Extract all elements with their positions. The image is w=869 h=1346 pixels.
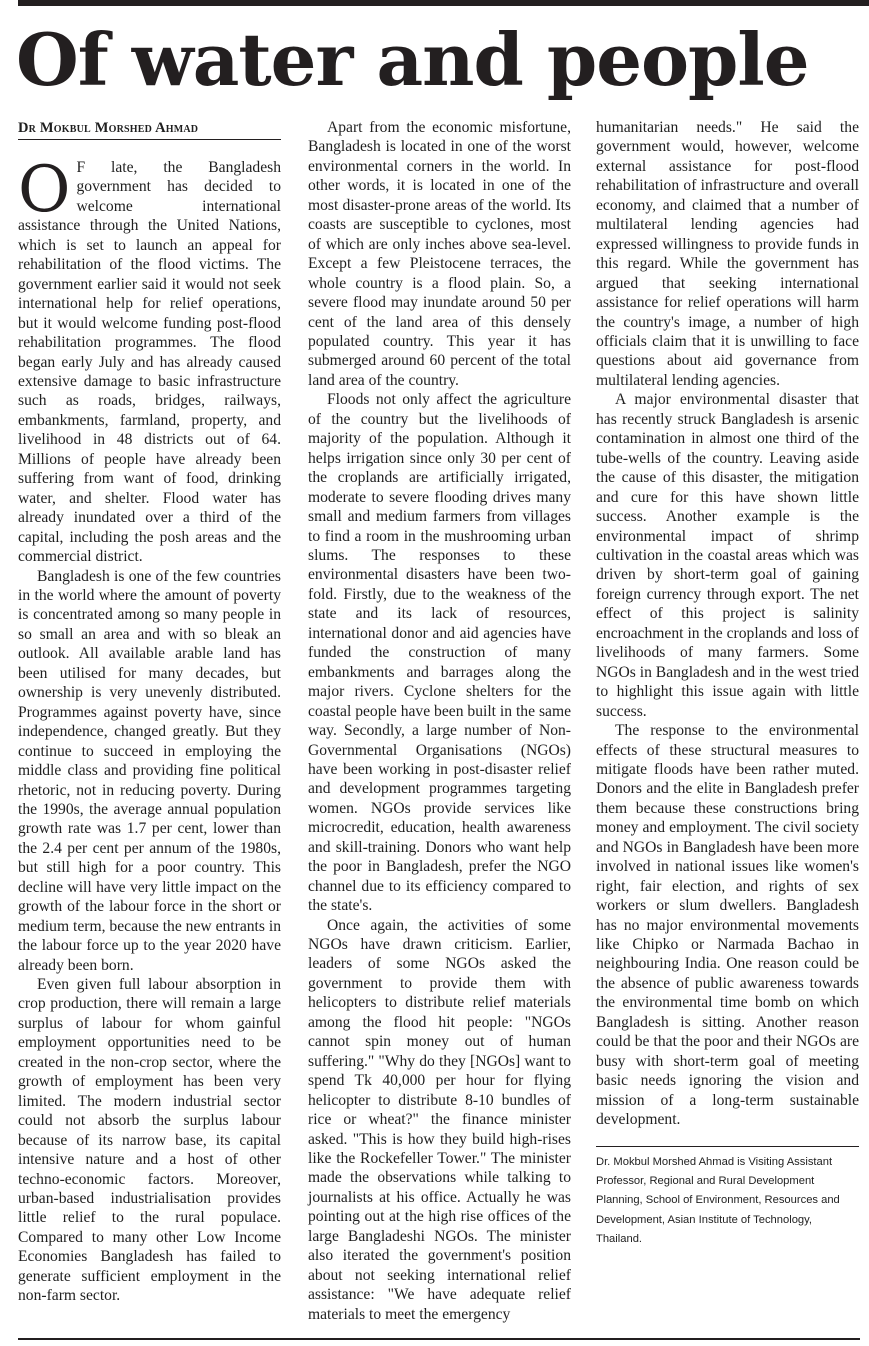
- paragraph-1: O F late, the Bangladesh government has decided to welcome international assistance through the United Nations, which is set to launch an appeal for rehabilitation of the flood victims. The government earlier said it would not seek international help for relief operations, but it would welcome funding post-flood rehabilitation programmes. The flood began early July and has already caused extensive damage to basic infrastructure such as roads, bridges, railways, embankments, farmland, property, and livelihood in 48 districts out of 64. Millions of people have already been suffering from want of food, drinking water, and shelter. Flood water has already inundated over a third of the capital, including the posh areas and the commercial district.: [18, 153, 281, 566]
- column-3: [596, 118, 859, 1250]
- paragraph-continued: humanitarian needs." He said the government would, however, welcome external assistance for post-flood rehabilitation of infrastructure and overall economy, and claimed that a number of multilateral lending agencies had expressed willingness to provide funds in this regard. While the government has argued that seeking international assistance for relief operations will harm the country's image, a number of high officials claim that it is unwilling to face questions about aid governance from multilateral lending agencies.: [596, 119, 859, 389]
- column-2: [308, 118, 571, 1324]
- bottom-rule: [18, 1338, 860, 1340]
- paragraph-3: Even given full labour absorption in crop production, there will remain a large surplus of labour for whom gainful employment opportunities need to be created in the non-crop sector, where the growth of employment has been very limited. The modern industrial sector could not absorb the surplus labour because of its narrow base, its capital intensive nature and a host of other techno-economic factors. Moreover, urban-based industrialisation provides little relief to the rural populace. Compared to many other Low Income Economies Bangladesh has failed to generate sufficient employment in the non-farm sector.: [18, 976, 281, 1305]
- paragraph-7: A major environmental disaster that has recently struck Bangladesh is arsenic contamination in almost one third of the tube-wells of the country. Leaving aside the cause of this disaster, the mitigation and cure for this have shown little success. Another example is the environmental impact of shrimp cultivation in the coastal areas which was driven by short-term goal of gaining foreign currency through export. The net effect of this project is salinity encroachment in the croplands and loss of livelihoods of many farmers. Some NGOs in Bangladesh and in the west tried to highlight this issue again with little success.: [596, 391, 859, 720]
- column-1: [18, 118, 281, 1306]
- headline: Of water and people: [16, 17, 809, 102]
- author-note: Dr. Mokbul Morshed Ahmad is Visiting Assistant Professor, Regional and Rural Development Planning, School of Environment, Resources and Development, Asian Institute of Technology, Thailand.: [596, 1146, 859, 1250]
- paragraph-6: Once again, the activities of some NGOs have drawn criticism. Earlier, leaders of some NGOs asked the government to provide them with helicopters to distribute relief materials among the flood hit people: "NGOs cannot spin money out of human suffering." "Why do they [NGOs] want to spend Tk 40,000 per hour for flying helicopter to distribute 8-10 bundles of rice or wheat?" the finance minister asked. "This is how they build high-rises like the Rockefeller Tower." The minister made the observations while talking to journalists at his office. Actually he was pointing out at the high rise offices of the large Bangladeshi NGOs. The minister also iterated the government's position about not seeking international relief assistance: "We have adequate relief materials to meet the emergency: [308, 916, 571, 1323]
- paragraph-8: The response to the environmental effects of these structural measures to mitigate floods have been rather muted. Donors and the elite in Bangladesh prefer them because these constructions bring money and employment. The civil society and NGOs in Bangladesh have been more involved in national issues like women's right, fair election, and rights of sex workers or slum dwellers. Bangladesh has no major environmental movements like Chipko or Narmada Bachao in neighbouring India. One reason could be the absence of public awareness towards the environmental time bomb on which Bangladesh is sitting. Another reason could be that the poor and their NGOs are busy with short-term goal of meeting basic needs ignoring the vision and mission of a long-term sustainable development.: [596, 722, 859, 1129]
- paragraph-4: Apart from the economic misfortune, Bangladesh is located in one of the worst environmental corners in the world. In other words, it is located in one of the most disaster-prone areas of the world. Its coasts are susceptible to cyclones, most of which are only inches above sea-level. Except a few Pleistocene terraces, the whole country is a flood plain. So, a severe flood may inundate around 50 per cent of the land area of this densely populated country. This year it has submerged around 60 percent of the total land area of the country.: [308, 119, 571, 389]
- byline: Dr Mokbul Morshed Ahmad: [18, 118, 281, 140]
- top-rule: [18, 0, 869, 6]
- paragraph-2: Bangladesh is one of the few countries in the world where the amount of poverty is concentrated among so many people in so small an area and with so bleak an outlook. All available arable land has been utilised for many decades, but ownership is very unevenly distributed. Programmes against poverty have, since independence, changed greatly. But they continue to succeed in employing the middle class and providing fine political rhetoric, not in reducing poverty. During the 1990s, the average annual population growth rate was 1.7 per cent, lower than the 2.4 per cent per annum of the 1980s, but still high for a poor country. This decline will have very little impact on the growth of the labour force in the short or medium term, because the new entrants in the labour force up to the year 2020 have already been born.: [18, 567, 281, 974]
- drop-cap: O: [18, 153, 71, 227]
- paragraph-5: Floods not only affect the agriculture of the country but the livelihoods of majority of the population. Although it helps irrigation since only 30 per cent of the croplands are artificially irrigated, moderate to severe flooding drives many small and medium farmers from villages to find a room in the mushrooming urban slums. The responses to these environmental disasters have been two-fold. Firstly, due to the weakness of the state and its lack of resources, international donor and aid agencies have funded the construction of many embankments and barrages along the major rivers. Cyclone shelters for the coastal people have been built in the same way. Secondly, a large number of Non-Governmental Organisations (NGOs) have been working in post-disaster relief and development programmes targeting women. NGOs provide services like microcredit, education, health awareness and skill-training. Donors who want help the poor in Bangladesh, prefer the NGO channel due to its efficiency compared to the state's.: [308, 391, 571, 915]
